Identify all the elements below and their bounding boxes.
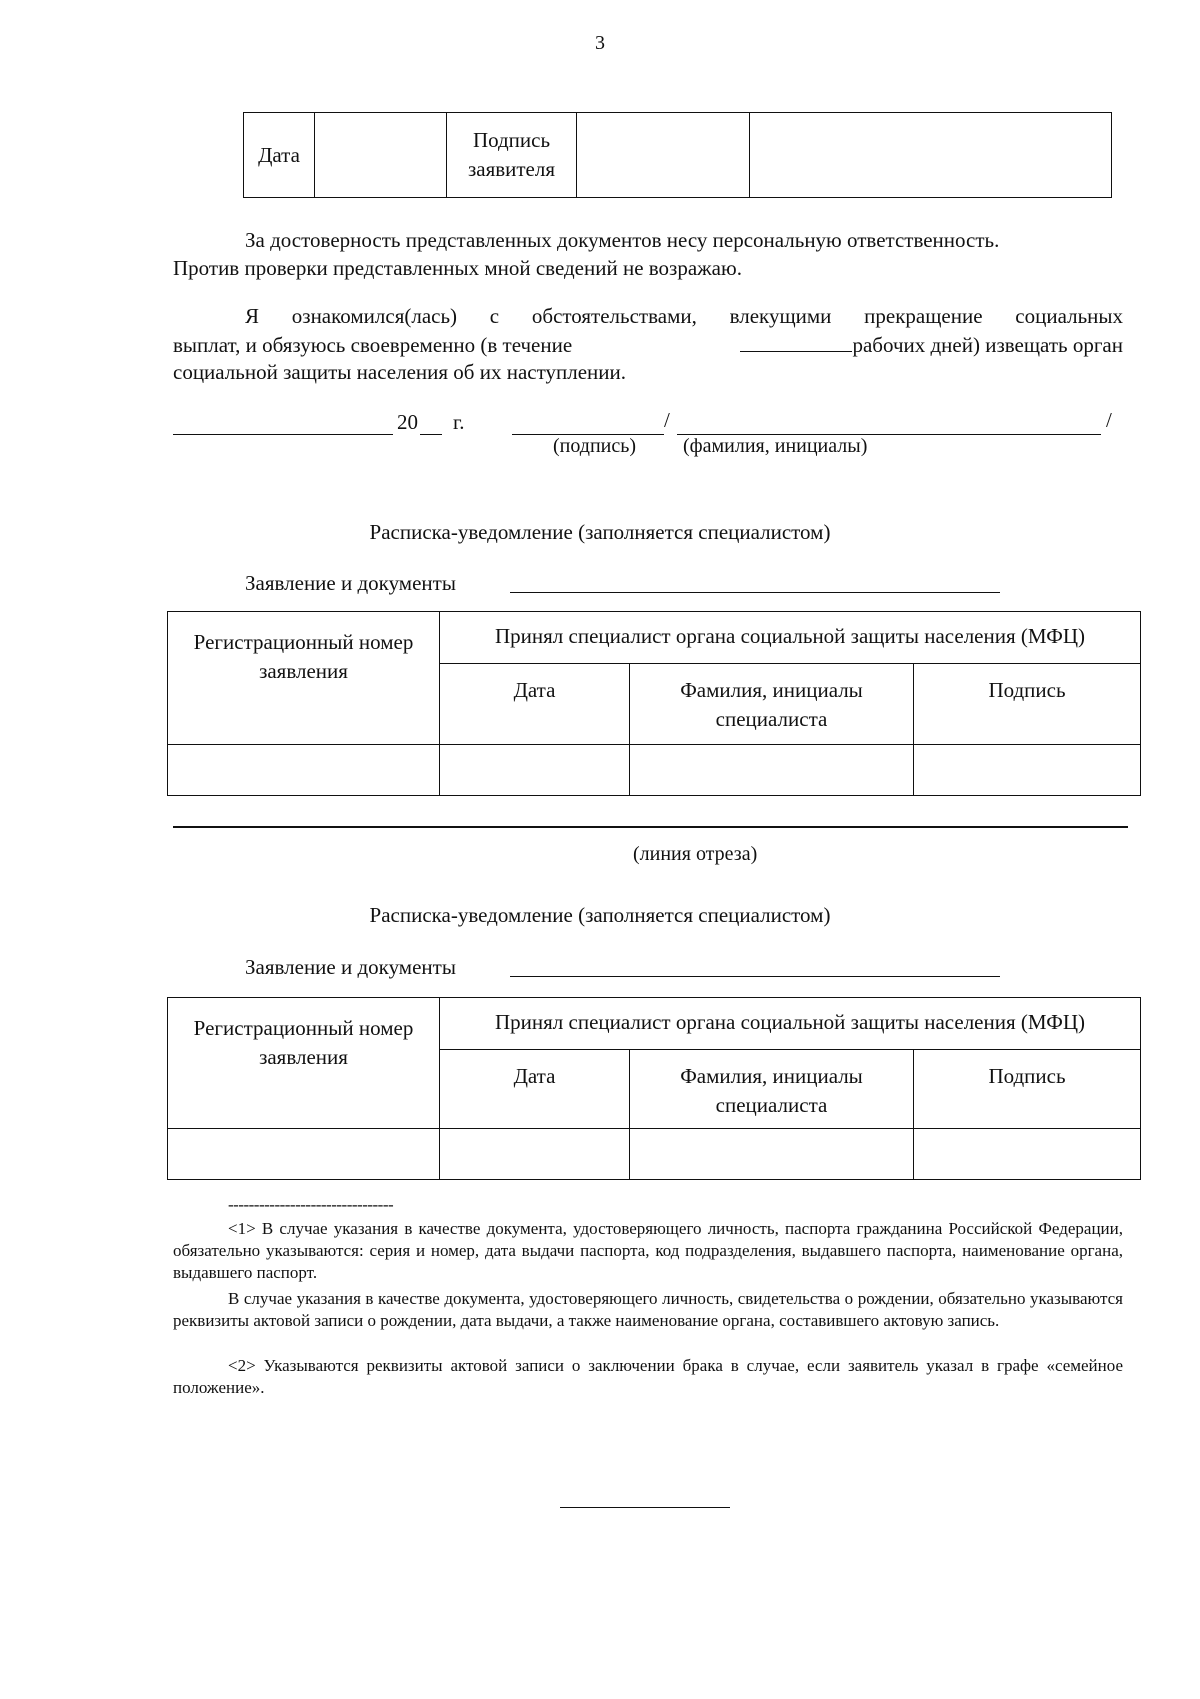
reg-number-cell[interactable] [168,745,440,796]
footnote-1-continued: В случае указания в качестве документа, удостоверяющего личность, свидетельства о рождении, обязательно указываются реквизиты актовой записи о рождении, дата выдачи, а также наименование органа, составившего актовую запись. [173,1289,1123,1330]
slash-separator: / [664,408,670,432]
footnote-separator: -------------------------------- [228,1195,394,1214]
docs-label-2: Заявление и документы [245,955,456,979]
specialist-name-cell[interactable] [630,745,914,796]
reg-number-header: Регистрационный номер заявления [168,612,440,745]
acknowledgement-line3: социальной защиты населения об их наступлении. [173,360,626,384]
year-prefix: 20 [397,410,418,434]
date-cell[interactable] [440,1129,630,1180]
acknowledgement-line1: Я ознакомился(лась) с обстоятельствами, влекущими прекращение социальных [245,304,1123,328]
signature-column-header: Подпись [914,664,1141,745]
docs-blank-2[interactable] [510,976,1000,977]
responsibility-statement-line1: За достоверность представленных документов несу персональную ответственность. [245,228,1000,252]
date-cell[interactable] [440,745,630,796]
working-days-field[interactable] [740,331,852,352]
slash-end: / [1106,408,1112,432]
footnote-2: <2> Указываются реквизиты актовой записи о заключении брака в случае, если заявитель указал в графе «семейное положение». [173,1356,1123,1397]
year-suffix: г. [453,410,465,434]
closing-rule [560,1507,730,1508]
cut-line-caption: (линия отреза) [633,843,758,865]
extra-value-cell[interactable] [750,113,1112,198]
reg-number-header: Регистрационный номер заявления [168,998,440,1129]
date-column-header: Дата [440,1050,630,1129]
reg-number-cell[interactable] [168,1129,440,1180]
cut-line [173,826,1128,828]
footnote-1: <1> В случае указания в качестве документа, удостоверяющего личность, паспорта гражданина Российской Федерации, обязательно указываются: серия и номер, дата выдачи паспорта, код подразделения, выдавшего паспорта, наименование органа, выдавшего паспорт. [173,1219,1123,1282]
receipt-title-2: Расписка-уведомление (заполняется специалистом) [369,903,831,927]
signature-cell[interactable] [914,1129,1141,1180]
applicant-signature-table [243,112,1112,198]
full-name-caption: (фамилия, инициалы) [683,435,868,457]
receipt-table-2 [167,997,1141,1180]
specialist-name-column-header: Фамилия, инициалы специалиста [630,1050,914,1129]
receipt-title-1: Расписка-уведомление (заполняется специалистом) [369,520,831,544]
accepted-by-header: Принял специалист органа социальной защиты населения (МФЦ) [440,612,1141,664]
docs-blank-1[interactable] [510,592,1000,593]
signature-cell[interactable] [914,745,1141,796]
accepted-by-header: Принял специалист органа социальной защиты населения (МФЦ) [440,998,1141,1050]
page-number: 3 [595,32,605,54]
specialist-name-column-header: Фамилия, инициалы специалиста [630,664,914,745]
responsibility-statement-line2: Против проверки представленных мной сведений не возражаю. [173,256,742,280]
date-column-header: Дата [440,664,630,745]
signature-value-cell[interactable] [577,113,750,198]
date-value-cell[interactable] [315,113,447,198]
year-blank[interactable] [420,434,442,435]
date-label-cell: Дата [244,113,315,198]
signature-caption: (подпись) [553,435,637,457]
receipt-table-1 [167,611,1141,796]
specialist-name-cell[interactable] [630,1129,914,1180]
acknowledgement-line2: выплат, и обязуюсь своевременно (в течение рабочих дней) извещать орган [173,333,1123,357]
signature-column-header: Подпись [914,1050,1141,1129]
date-blank[interactable] [173,434,393,435]
signature-label-cell: Подпись заявителя [447,113,577,198]
docs-label-1: Заявление и документы [245,571,456,595]
